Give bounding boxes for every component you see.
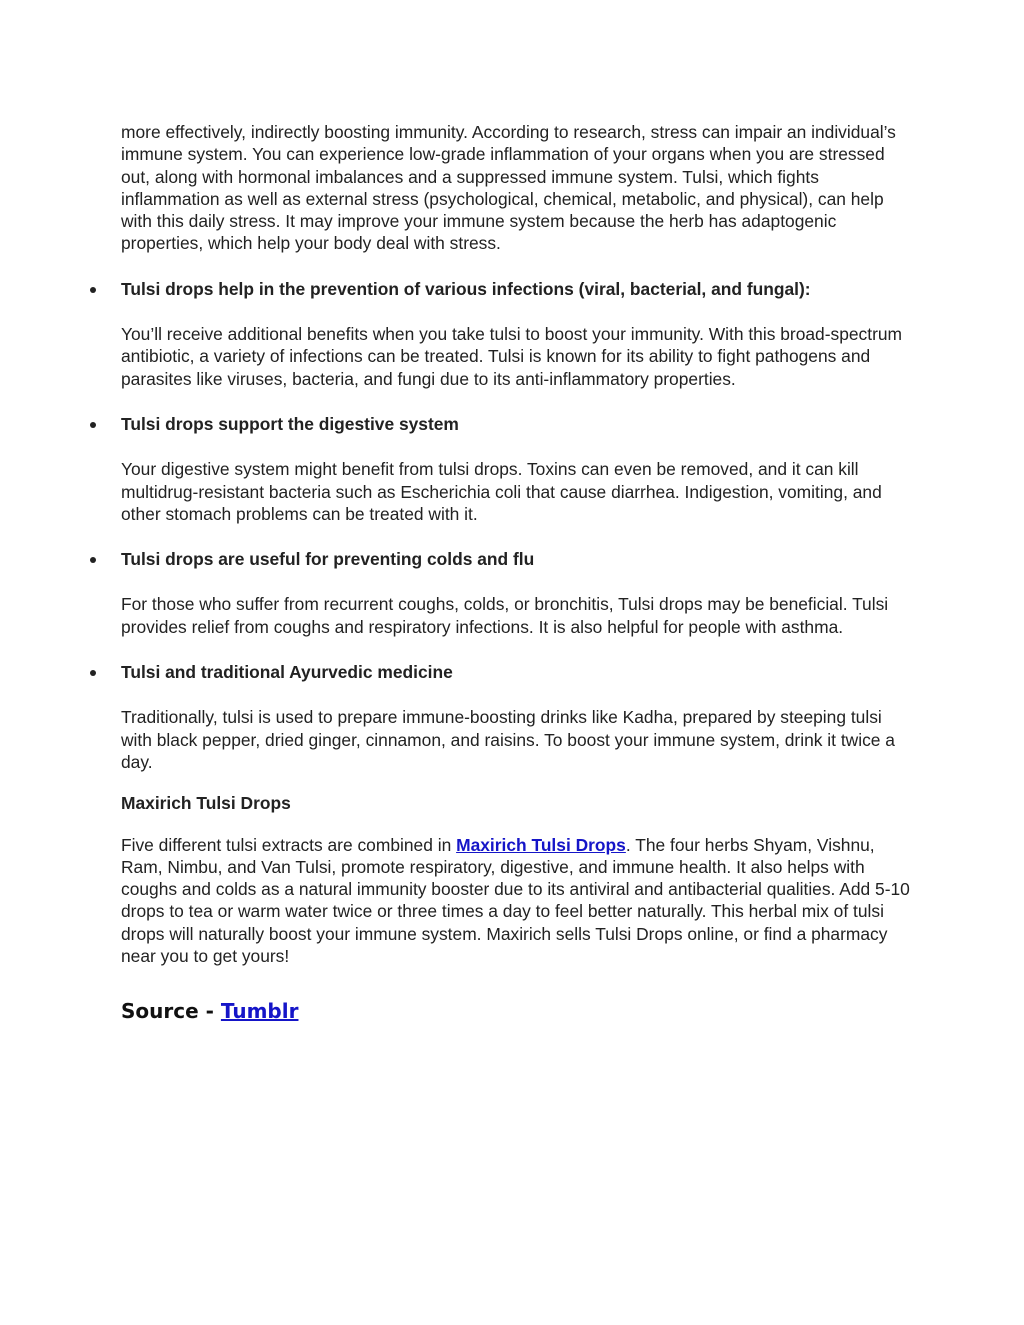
maxirich-tulsi-drops-link[interactable]: Maxirich Tulsi Drops — [456, 834, 626, 855]
product-text-after-link: . The four herbs Shyam, Vishnu, Ram, Nimbu, and Van Tulsi, promote respiratory, digestive, and immune health. It also helps with coughs and colds as a natural immunity booster due to its antiviral and antibacterial qualities. Add 5-10 drops to tea or warm water twice or three times a day to feel better naturally. This herbal mix of tulsi drops will naturally boost your immune system. Maxirich sells Tulsi Drops online, or find a pharmacy near you to get yours! — [121, 834, 910, 967]
document-page — [121, 121, 911, 1024]
product-heading: Maxirich Tulsi Drops — [121, 793, 291, 814]
section-heading — [121, 413, 911, 435]
bullet-icon — [90, 422, 96, 428]
section-heading-text: Tulsi drops are useful for preventing colds and flu — [121, 549, 535, 570]
bullet-icon — [90, 287, 96, 293]
section-heading-text: Tulsi drops help in the prevention of various infections (viral, bacterial, and fungal): — [121, 278, 811, 299]
section-digestive — [121, 413, 911, 525]
product-text-before-link: Five different tulsi extracts are combined in — [121, 834, 457, 855]
section-body: Traditionally, tulsi is used to prepare immune-boosting drinks like Kadha, prepared by steeping tulsi with black pepper, dried ginger, cinnamon, and raisins. To boost your immune system, drink it twice a day. — [121, 707, 895, 772]
section-heading-text: Tulsi drops support the digestive system — [121, 413, 459, 434]
section-heading — [121, 548, 911, 570]
section-body: Your digestive system might benefit from tulsi drops. Toxins can even be removed, and it can kill multidrug-resistant bacteria such as Escherichia coli that cause diarrhea. Indigestion, vomiting, and other stomach problems can be treated with it. — [121, 459, 882, 524]
section-infections — [121, 278, 911, 390]
section-body: You’ll receive additional benefits when you take tulsi to boost your immunity. With this broad-spectrum antibiotic, a variety of infections can be treated. Tulsi is known for its ability to fight pathogens and parasites like viruses, bacteria, and fungi due to its anti-inflammatory properties. — [121, 324, 903, 389]
tumblr-link[interactable]: Tumblr — [220, 999, 299, 1024]
section-heading — [121, 278, 911, 300]
source-label: Source - — [121, 999, 221, 1024]
section-heading — [121, 661, 911, 683]
section-ayurvedic — [121, 661, 911, 773]
section-colds — [121, 548, 911, 638]
bullet-icon — [90, 557, 96, 563]
intro-paragraph: more effectively, indirectly boosting immunity. According to research, stress can impair an individual’s immune system. You can experience low-grade inflammation of your organs when you are stressed out, along with hormonal imbalances and a suppressed immune system. Tulsi, which fights inflammation as well as external stress (psychological, chemical, metabolic, and physical), can help with this daily stress. It may improve your immune system because the herb has adaptogenic properties, which help your body deal with stress. — [121, 122, 896, 254]
bullet-icon — [90, 670, 96, 676]
product-paragraph — [121, 834, 911, 968]
source-line — [121, 998, 911, 1024]
section-heading-text: Tulsi and traditional Ayurvedic medicine — [121, 662, 453, 683]
section-body: For those who suffer from recurrent coughs, colds, or bronchitis, Tulsi drops may be beneficial. Tulsi provides relief from coughs and respiratory infections. It is also helpful for people with asthma. — [121, 594, 889, 637]
